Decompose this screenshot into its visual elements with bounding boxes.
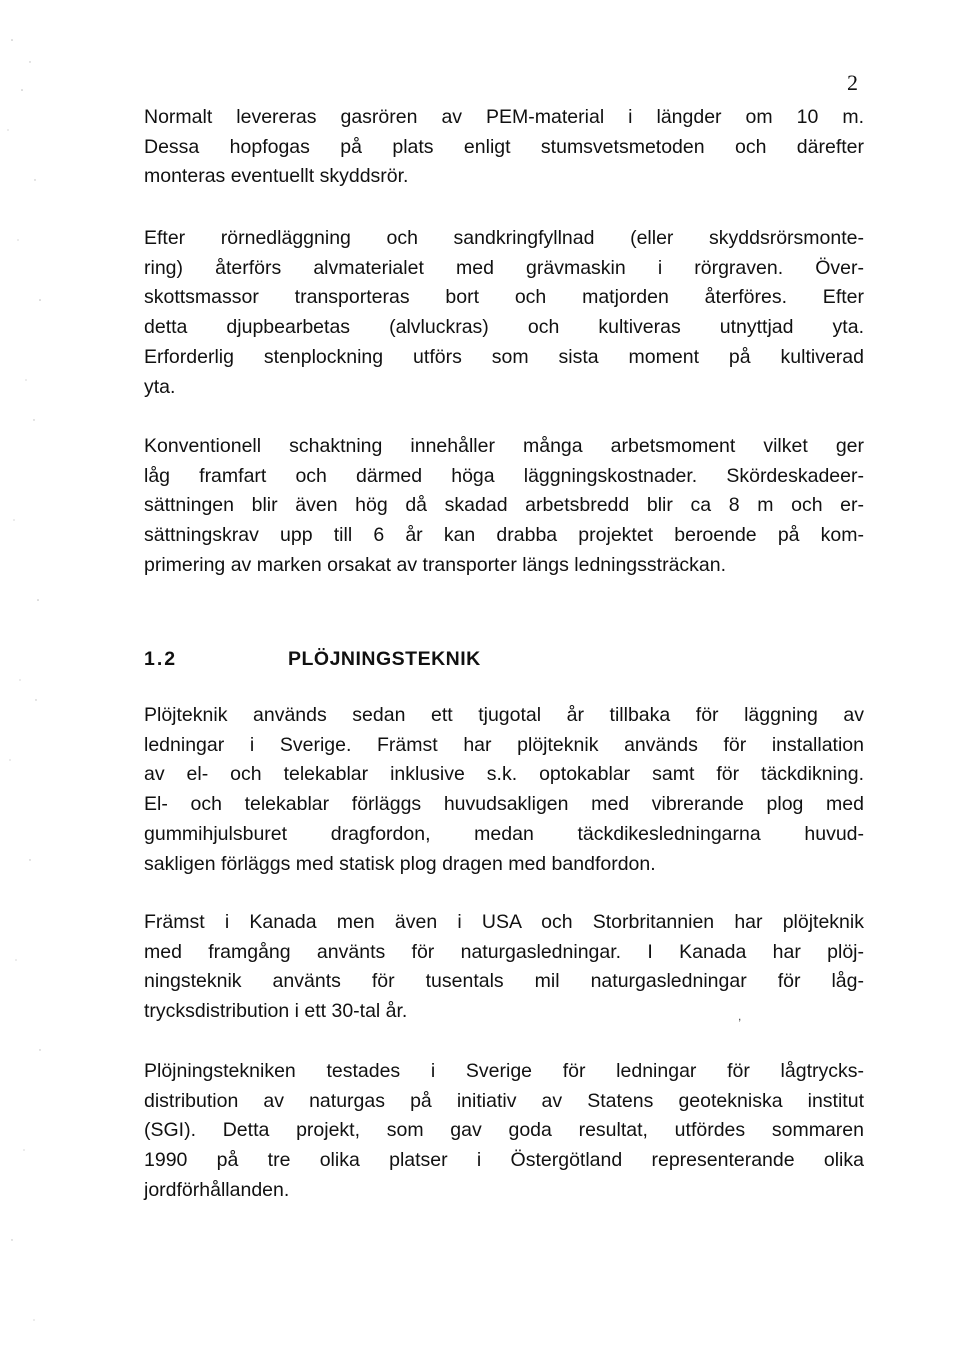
text-line: yta. (144, 375, 176, 398)
text-line: jordförhållanden. (144, 1178, 290, 1201)
text-line: Främst i Kanada men även i USA och Storbritannien har plöjteknik (144, 911, 864, 933)
page-number: 2 (847, 70, 858, 95)
text-line: sakligen förläggs med statisk plog dragen med bandfordon. (144, 852, 656, 875)
text-line: monteras eventuellt skyddsrör. (144, 165, 409, 188)
text-line: gummihjulsburet dragfordon, medan täckdikesledningarna huvud- (144, 822, 864, 845)
paragraph-sgi-test (144, 1057, 864, 1206)
paragraph-gas-pipes (144, 103, 864, 192)
text-line: Konventionell schaktning innehåller många arbetsmoment vilket ger (144, 435, 864, 457)
text-line: låg framfart och därmed höga läggningskostnader. Skördeskadeer- (144, 464, 864, 487)
text-line: detta djupbearbetas (alvluckras) och kultiveras utnyttjad yta. (144, 316, 864, 339)
text-line: primering av marken orsakat av transporter längs ledningssträckan. (144, 553, 727, 576)
text-line: El- och telekablar förläggs huvudsakligen med vibrerande plog med (144, 793, 864, 816)
text-line: Normalt levereras gasrören av PEM-material i längder om 10 m. (144, 106, 864, 128)
stray-mark: , (738, 1009, 742, 1023)
text-line: ningsteknik använts för tusentals mil naturgasledningar för låg- (144, 970, 864, 993)
text-line: ledningar i Sverige. Främst har plöjteknik används för installation (144, 733, 864, 756)
section-title: PLÖJNINGSTEKNIK (288, 648, 481, 670)
text-line: Plöjteknik används sedan ett tjugotal år tillbaka för läggning av (144, 704, 864, 726)
text-line: (SGI). Detta projekt, som gav goda resultat, utfördes sommaren (144, 1119, 864, 1142)
text-line: Efter rörnedläggning och sandkringfyllnad (eller skyddsrörsmonte- (144, 227, 864, 249)
text-line: Dessa hopfogas på plats enligt stumsvetsmetoden och därefter (144, 135, 864, 158)
text-line: av el- och telekablar inklusive s.k. optokablar samt för täckdikning. (144, 763, 864, 786)
text-line: sättningen blir även hög då skadad arbetsbredd blir ca 8 m och er- (144, 494, 864, 517)
text-line: distribution av naturgas på initiativ av Statens geotekniska institut (144, 1089, 864, 1112)
paragraph-ploughing-history (144, 701, 864, 879)
text-line: 1990 på tre olika platser i Östergötland representerande olika (144, 1149, 864, 1172)
section-number: 1.2 (144, 648, 178, 670)
section-heading (144, 644, 864, 674)
text-line: ring) återförs alvmaterialet med grävmaskin i rörgraven. Över- (144, 256, 864, 279)
paragraph-conventional-trenching (144, 432, 864, 581)
text-line: sättningskrav upp till 6 år kan drabba projektet beroende på kom- (144, 524, 864, 547)
paragraph-backfill (144, 224, 864, 402)
text-line: Plöjningstekniken testades i Sverige för ledningar för lågtrycks- (144, 1060, 864, 1082)
scan-margin-noise (0, 0, 50, 1361)
text-line: med framgång använts för naturgasledningar. I Kanada har plöj- (144, 940, 864, 963)
text-line: skottsmassor transporteras bort och matjorden återföres. Efter (144, 286, 864, 309)
paragraph-canada-usa (144, 908, 864, 1027)
text-line: trycksdistribution i ett 30-tal år. (144, 1000, 408, 1023)
text-line: Erforderlig stenplockning utförs som sista moment på kultiverad (144, 345, 864, 368)
